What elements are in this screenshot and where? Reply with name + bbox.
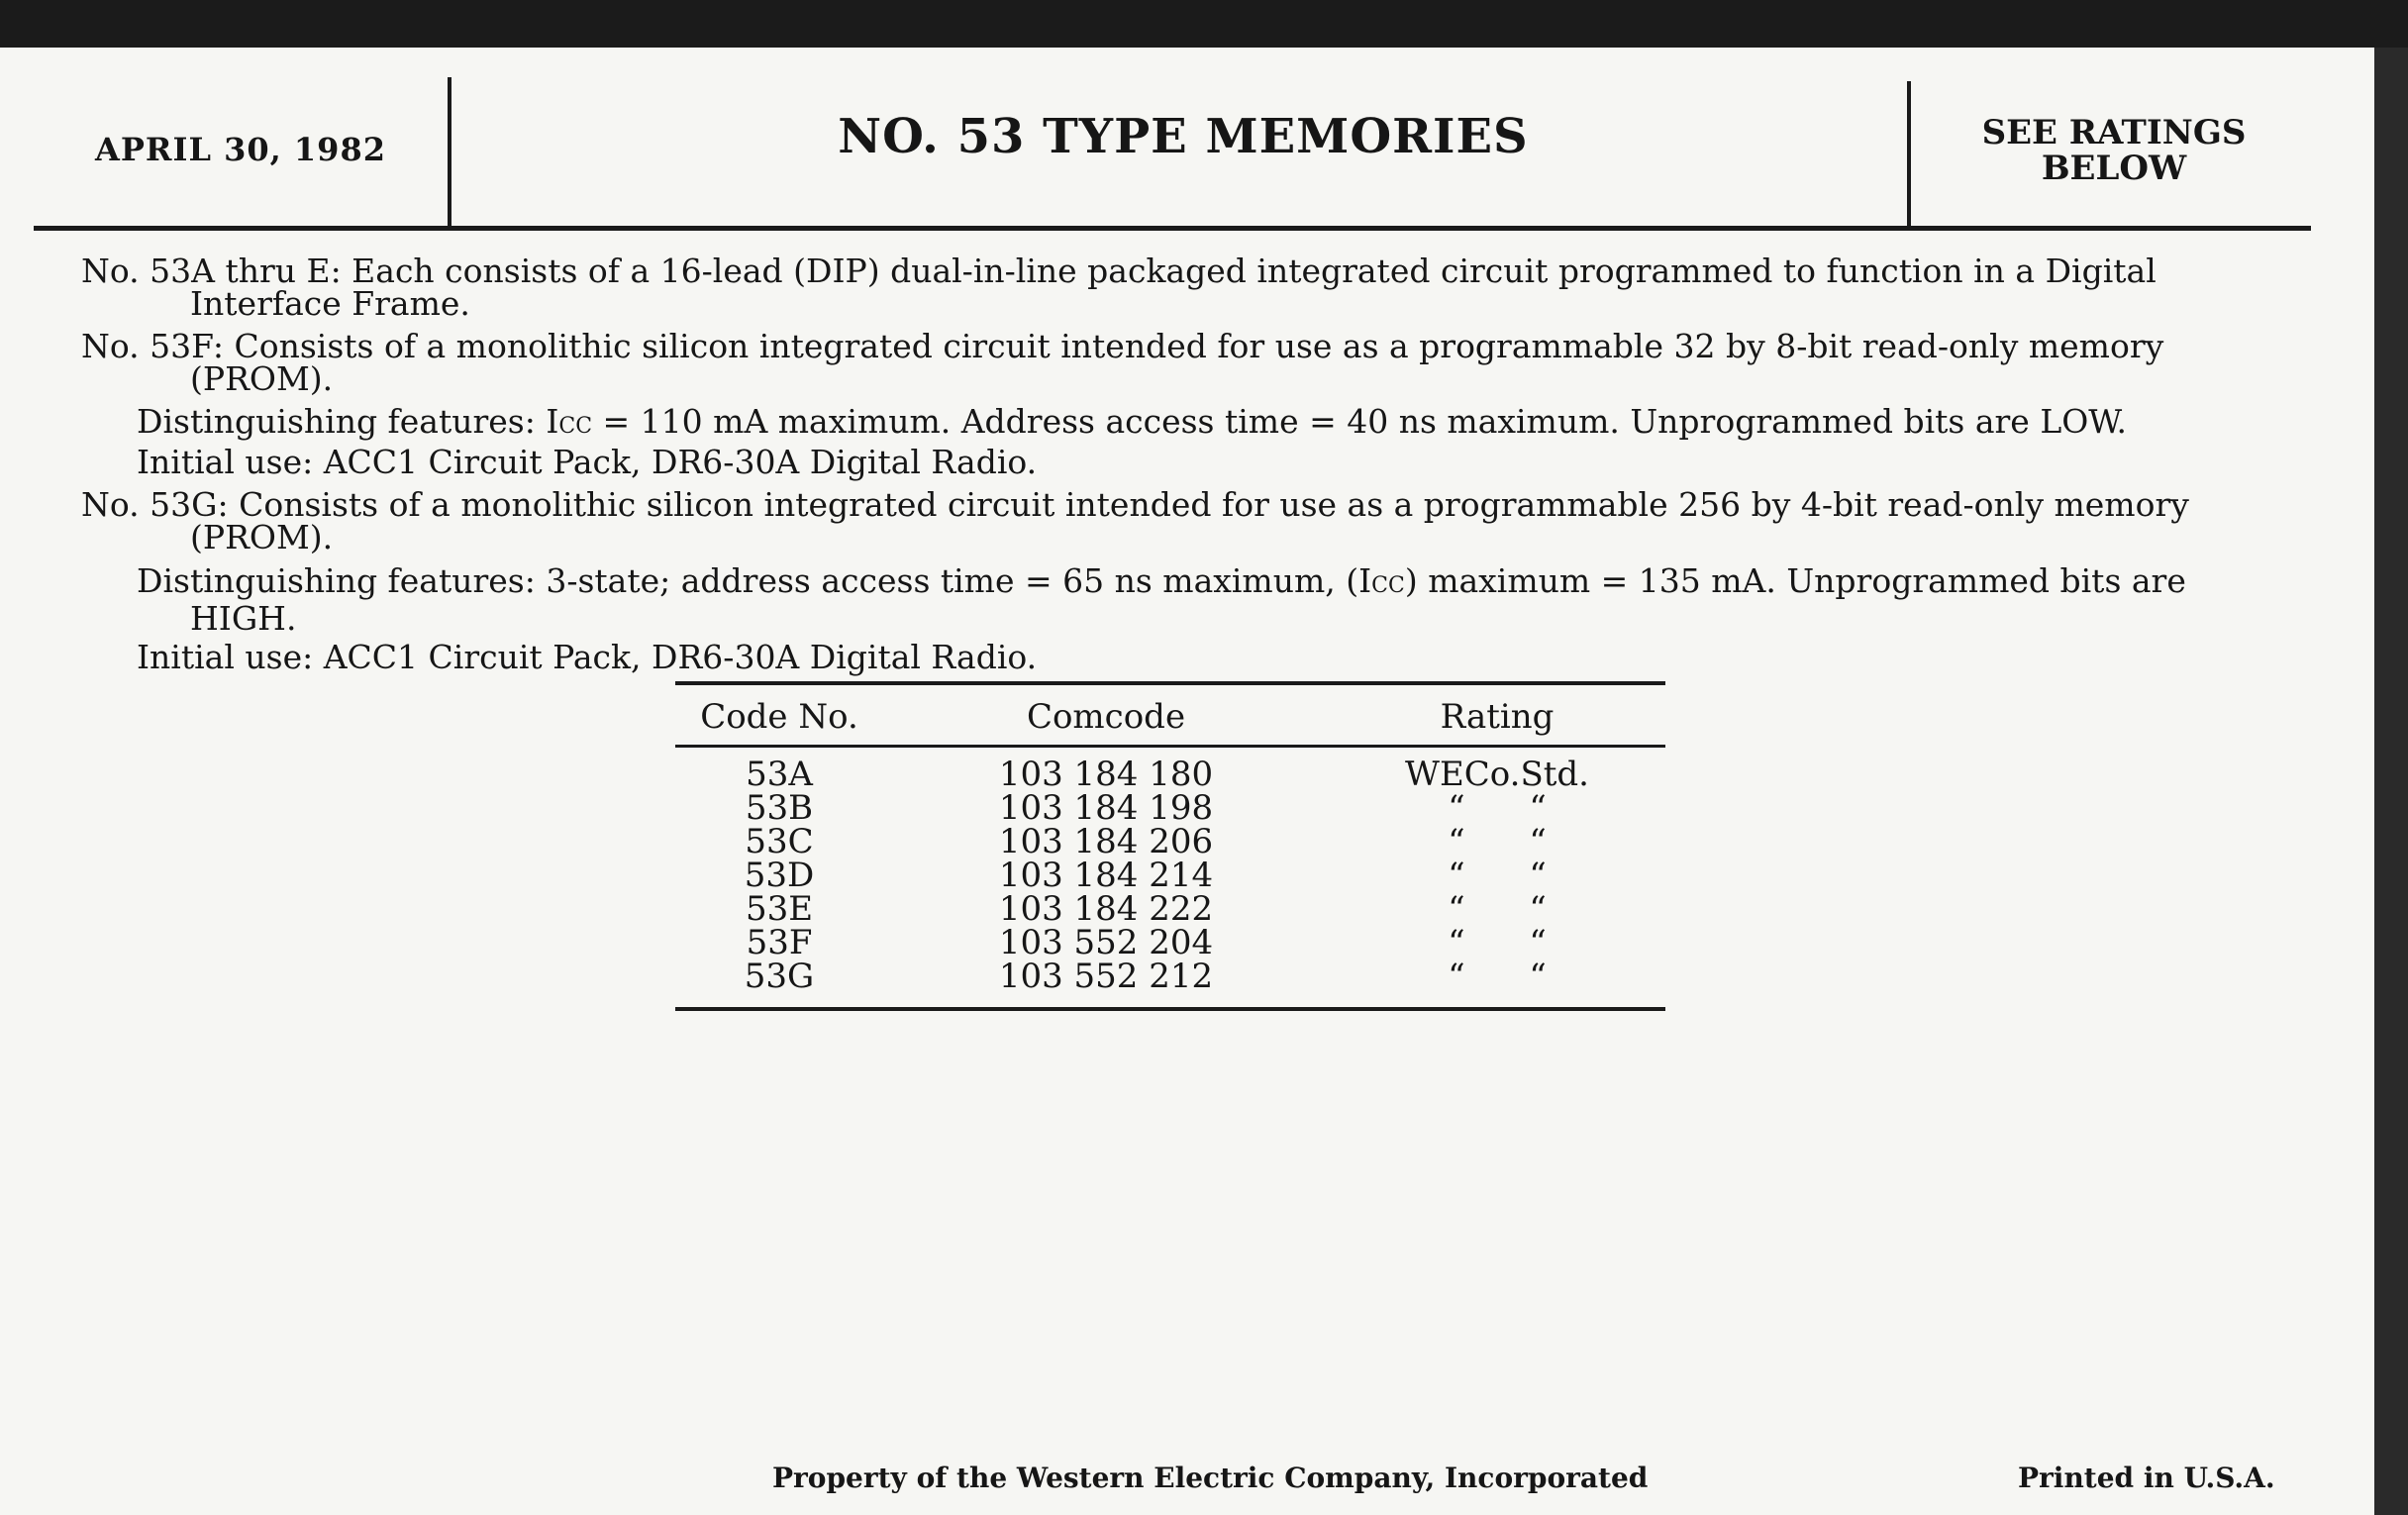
- comcode-cell: 103 184 214: [998, 856, 1214, 895]
- printed-in-notice: Printed in U.S.A.: [2018, 1462, 2275, 1494]
- initial-use-53f-text: Initial use: ACC1 Circuit Pack, DR6-30A Digital Radio.: [137, 443, 1038, 481]
- paragraph-53g: [81, 485, 2259, 556]
- rating-cell: “ “: [1448, 923, 1547, 962]
- column-header-rating: Rating: [1329, 683, 1665, 747]
- scan-edge: [2374, 48, 2408, 1515]
- code-no-cell: 53C: [745, 822, 814, 861]
- ratings-note-line2: BELOW: [2041, 149, 2187, 188]
- ratings-note-line1: SEE RATINGS: [1981, 113, 2247, 152]
- code-no-cell: 53B: [745, 788, 814, 828]
- initial-use-53g: [137, 638, 2259, 676]
- rating-cell: WECo.Std.: [1405, 755, 1589, 794]
- code-no-cell: 53G: [675, 960, 883, 1009]
- initial-use-53f: [137, 443, 2259, 481]
- table-row: [675, 825, 1665, 858]
- header-rule: [34, 226, 2311, 231]
- comcode-cell: 103 184 180: [998, 755, 1214, 794]
- table-row: [675, 926, 1665, 960]
- features-53g-line1: [137, 561, 2186, 600]
- paragraph-53g-line1: No. 53G: Consists of a monolithic silicon integrated circuit intended for use as a programmable 256 by 4-bit read-only memory: [81, 485, 2189, 524]
- features-53g-text-b: ) maximum = 135 mA. Unprogrammed bits are: [1404, 561, 2186, 600]
- page-title: NO. 53 TYPE MEMORIES: [838, 109, 1529, 164]
- issue-date: APRIL 30, 1982: [95, 131, 386, 168]
- table-row: [675, 858, 1665, 892]
- features-53f-text-b: = 110 mA maximum. Address access time = 40 ns maximum. Unprogrammed bits are LOW.: [592, 402, 2127, 441]
- code-no-cell: 53D: [744, 856, 815, 895]
- icc-subscript: CC: [558, 414, 593, 439]
- features-53f-text-a: Distinguishing features: I: [137, 402, 559, 441]
- property-notice: Property of the Western Electric Company, Incorporated: [772, 1462, 1649, 1494]
- features-53f: [137, 402, 2259, 443]
- table-row: [675, 892, 1665, 926]
- paragraph-53a-e-line1: No. 53A thru E: Each consists of a 16-lead (DIP) dual-in-line packaged integrated circuit programmed to function in a Digital: [81, 252, 2157, 290]
- comcode-cell: 103 184 222: [998, 889, 1214, 929]
- paragraph-53f-line1: No. 53F: Consists of a monolithic silicon integrated circuit intended for use as a programmable 32 by 8-bit read-only memory: [81, 327, 2164, 365]
- code-no-cell: 53F: [746, 923, 813, 962]
- header-divider-right: [1907, 81, 1911, 230]
- features-53g-text-a: Distinguishing features: 3-state; address access time = 65 ns maximum, (I: [137, 561, 1372, 600]
- rating-cell: “ “: [1448, 822, 1547, 861]
- features-53g: [137, 561, 2259, 638]
- comcode-cell: 103 184 198: [998, 788, 1214, 828]
- ratings-table: [675, 681, 1665, 1011]
- paragraph-53f: [81, 327, 2259, 398]
- column-header-code-no: Code No.: [675, 683, 883, 747]
- rating-cell: “ “: [1448, 788, 1547, 828]
- comcode-cell: 103 552 212: [883, 960, 1329, 1009]
- column-header-comcode: Comcode: [883, 683, 1329, 747]
- initial-use-53g-text: Initial use: ACC1 Circuit Pack, DR6-30A Digital Radio.: [137, 638, 1038, 676]
- comcode-cell: 103 184 206: [998, 822, 1214, 861]
- header-divider-left: [448, 77, 452, 226]
- paragraph-53a-e-line2: Interface Frame.: [190, 284, 470, 323]
- features-53g-line2: HIGH.: [190, 599, 297, 638]
- icc-subscript: CC: [1371, 573, 1405, 598]
- table-row: [675, 791, 1665, 825]
- paragraph-53f-line2: (PROM).: [190, 359, 334, 398]
- rating-cell: “ “: [1329, 960, 1665, 1009]
- table-row: [675, 747, 1665, 792]
- code-no-cell: 53A: [746, 755, 813, 794]
- code-no-cell: 53E: [745, 889, 814, 929]
- table-header-row: [675, 683, 1665, 747]
- ratings-note: [1941, 115, 2287, 186]
- rating-cell: “ “: [1448, 856, 1547, 895]
- paragraph-53g-line2: (PROM).: [190, 518, 334, 556]
- comcode-cell: 103 552 204: [998, 923, 1214, 962]
- rating-cell: “ “: [1448, 889, 1547, 929]
- table-row: [675, 960, 1665, 1009]
- paragraph-53a-e: [81, 252, 2259, 323]
